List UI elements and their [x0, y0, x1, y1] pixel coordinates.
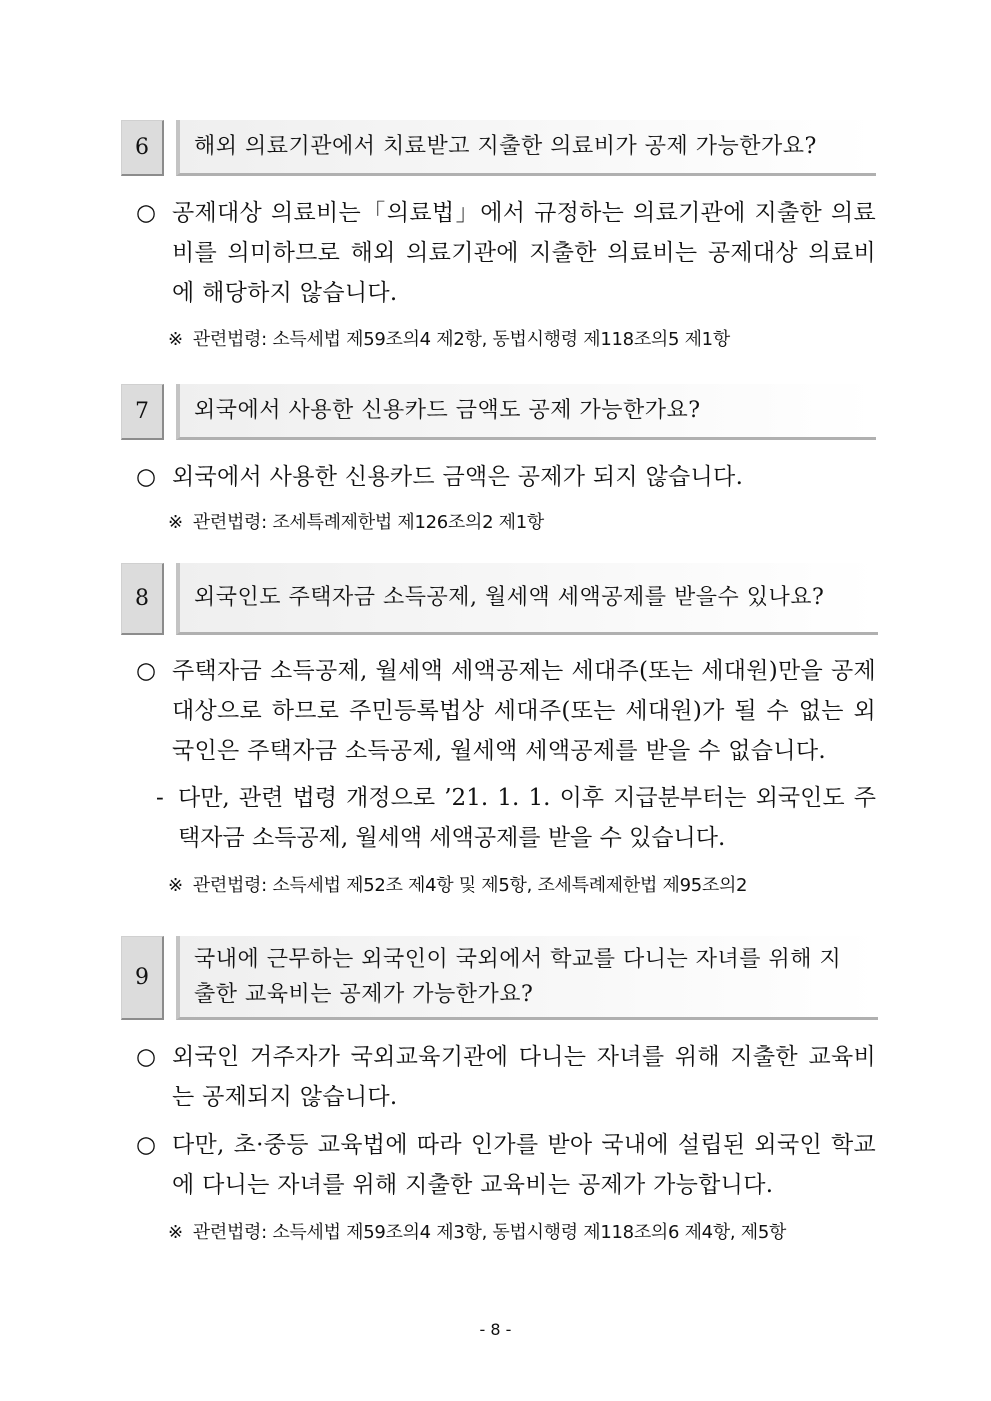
reference-mark-icon: ※: [168, 329, 183, 350]
answer-text: 공제대상 의료비는「의료법」에서 규정하는 의료기관에 지출한 의료비를 의미하므로 해외 의료기관에 지출한 의료비는 공제대상 의료비에 해당하지 않습니다.: [172, 200, 876, 306]
question-8-header: [121, 563, 878, 635]
question-number: 8: [121, 563, 164, 635]
related-law-reference: [168, 327, 730, 353]
question-7-header: [121, 384, 876, 440]
answer-text: 다만, 관련 법령 개정으로 ’21. 1. 1. 이후 지급분부터는 외국인도 주택자금 소득공제, 월세액 세액공제를 받을 수 있습니다.: [178, 785, 876, 851]
related-law-reference: [168, 510, 544, 536]
answer-paragraph: [136, 1037, 876, 1117]
question-number: 9: [121, 936, 164, 1020]
circle-bullet-icon: ○: [136, 658, 157, 684]
question-6-header: [121, 120, 876, 176]
question-number: 7: [121, 384, 164, 440]
question-title: 외국에서 사용한 신용카드 금액도 공제 가능한가요?: [176, 384, 876, 440]
answer-text: 주택자금 소득공제, 월세액 세액공제는 세대주(또는 세대원)만을 공제대상으로 하므로 주민등록법상 세대주(또는 세대원)가 될 수 없는 외국인은 주택자금 소득공제, 월세액 세액공제를 받을 수 없습니다.: [172, 658, 876, 764]
circle-bullet-icon: ○: [136, 464, 157, 490]
circle-bullet-icon: ○: [136, 200, 157, 226]
answer-paragraph: [136, 457, 876, 497]
answer-text: 외국인 거주자가 국외교육기관에 다니는 자녀를 위해 지출한 교육비는 공제되지 않습니다.: [172, 1044, 876, 1110]
answer-paragraph: [136, 1125, 876, 1205]
reference-mark-icon: ※: [168, 1222, 183, 1243]
question-title: 외국인도 주택자금 소득공제, 월세액 세액공제를 받을수 있나요?: [176, 563, 878, 635]
reference-text: 관련법령: 소득세법 제59조의4 제2항, 동법시행령 제118조의5 제1항: [192, 329, 730, 350]
dash-bullet-icon: -: [156, 785, 164, 811]
question-9-header: [121, 936, 878, 1020]
reference-mark-icon: ※: [168, 512, 183, 533]
related-law-reference: [168, 1220, 786, 1246]
question-title: 국내에 근무하는 외국인이 국외에서 학교를 다니는 자녀를 위해 지출한 교육비는 공제가 가능한가요?: [176, 936, 878, 1020]
page-number: - 8 -: [479, 1320, 512, 1339]
answer-paragraph: [136, 651, 876, 771]
reference-text: 관련법령: 소득세법 제52조 제4항 및 제5항, 조세특례제한법 제95조의2: [192, 875, 748, 896]
answer-text: 외국에서 사용한 신용카드 금액은 공제가 되지 않습니다.: [172, 464, 744, 490]
reference-text: 관련법령: 소득세법 제59조의4 제3항, 동법시행령 제118조의6 제4항, 제5항: [192, 1222, 787, 1243]
related-law-reference: [168, 873, 747, 899]
question-number: 6: [121, 120, 164, 176]
question-title: 해외 의료기관에서 치료받고 지출한 의료비가 공제 가능한가요?: [176, 120, 876, 176]
answer-text: 다만, 초·중등 교육법에 따라 인가를 받아 국내에 설립된 외국인 학교에 다니는 자녀를 위해 지출한 교육비는 공제가 가능합니다.: [172, 1132, 876, 1198]
reference-text: 관련법령: 조세특례제한법 제126조의2 제1항: [192, 512, 544, 533]
circle-bullet-icon: ○: [136, 1044, 157, 1070]
answer-paragraph: [136, 193, 876, 313]
circle-bullet-icon: ○: [136, 1132, 157, 1158]
reference-mark-icon: ※: [168, 875, 183, 896]
answer-subparagraph: [156, 778, 876, 858]
